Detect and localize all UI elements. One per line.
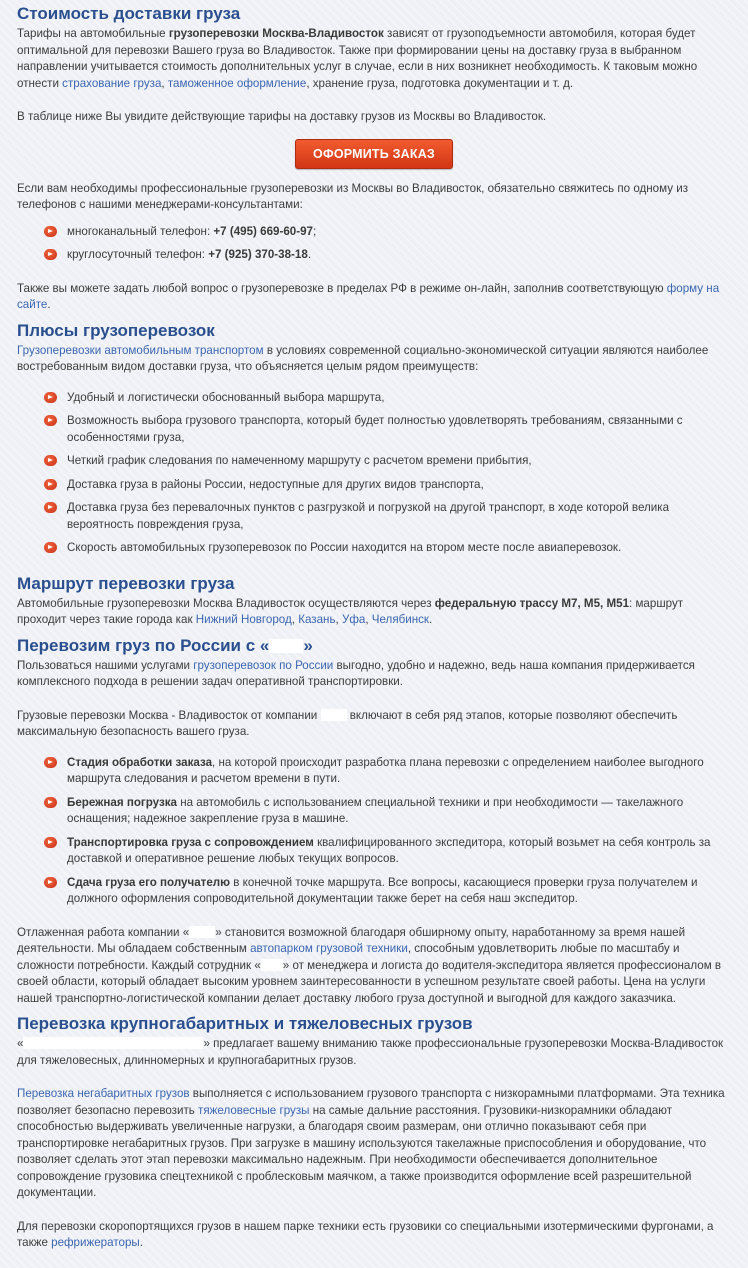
list-item-stage: Стадия обработки заказа, на которой происходит разработка плана перевозки с определением наиболее выгодного маршрута следования и расчетом времени в пути. (17, 755, 731, 788)
advantages-list (17, 390, 731, 557)
bullet-arrow-icon (44, 392, 57, 403)
redacted-company-name (189, 926, 215, 938)
link-truck-fleet[interactable]: автопарком грузовой техники (250, 942, 408, 955)
bold-highways: федеральную трассу М7, М5, М51 (434, 596, 630, 610)
link-heavy-cargo[interactable]: тяжеловесные грузы (198, 1103, 310, 1117)
paragraph-table-intro: В таблице ниже Вы увидите действующие тарифы на доставку грузов из Москвы во Владивосток. (17, 110, 547, 123)
phone-number[interactable]: +7 (925) 370-38-18 (208, 248, 308, 261)
list-item-advantage: Четкий график следования по намеченному маршруту с расчетом времени прибытия, (17, 453, 731, 470)
phone-list (17, 224, 731, 264)
paragraph-route: Автомобильные грузоперевозки Москва Владивосток осуществляются через федеральную трассу М7, М5, М51: маршрут проходит через такие города как Нижний Новгород, Казань, Уфа, Челябинск. (17, 596, 684, 626)
link-city-kazan[interactable]: Казань (298, 613, 336, 626)
bullet-arrow-icon (44, 479, 57, 490)
paragraph-advantages-intro: Грузоперевозки автомобильным транспортом в условиях современной социально-экономической ситуации являются наиболее востребованным видом доставки груза, что объясняется целым рядом преимуществ: (17, 343, 709, 373)
link-customs[interactable]: таможенное оформление (167, 76, 307, 90)
list-item-phone: многоканальный телефон: +7 (495) 669-60-97; (17, 224, 731, 241)
list-item-phone: круглосуточный телефон: +7 (925) 370-38-18. (17, 247, 731, 264)
bullet-arrow-icon (44, 837, 57, 848)
paragraph-oversized-intro: « » предлагает вашему вниманию также профессиональные грузоперевозки Москва-Владивосток для тяжеловесных, длинномерных и крупногабаритных грузов. (17, 1037, 724, 1067)
paragraph-contact: Если вам необходимы профессиональные грузоперевозки из Москвы во Владивосток, обязательно свяжитесь по одному из телефонов с нашими менеджерами-консультантами: (17, 181, 689, 211)
redacted-company-name (23, 1037, 203, 1049)
section-title-delivery-cost: Стоимость доставки груза (17, 4, 241, 23)
redacted-company-name (269, 639, 303, 653)
link-russia-transport[interactable]: грузоперевозок по России (193, 658, 334, 672)
link-city-chelyabinsk[interactable]: Челябинск (371, 613, 429, 626)
section-title-russia: Перевозим груз по России с « » (17, 635, 313, 655)
paragraph-company-work: Отлаженная работа компании « » становится возможной благодаря обширному опыту, наработанному за время нашей деятельности. Мы обладаем собственным автопарком грузовой техники, способным удовлетворить любые по масштабу и сложности потребности. Каждый сотрудник « » от менеджера и логиста до водителя-экспедитора является профессионалом в своей области, который обладает высоким уровнем заинтересованности в успешном результате своей работы. Цена на услуги нашей транспортно-логистической компании делает доставку любого груза доступной и выгодной для каждого заказчика. (17, 925, 722, 1005)
paragraph-perishable: Для перевозки скоропортящихся грузов в нашем парке техники есть грузовики со специальными изотермическими фургонами, а также рефрижераторы. (17, 1219, 714, 1249)
bullet-arrow-icon (44, 757, 57, 768)
paragraph-tariffs: Тарифы на автомобильные грузоперевозки Москва-Владивосток зависят от грузоподъемности автомобиля, которая будет оптимальной для перевозки Вашего груза во Владивосток. Также при формировании цены на доставку груза в выбранном направлении учитывается стоимость дополнительных услуг в случае, если в них возникнет необходимость. К таковым можно отнести страхование груза, таможенное оформление, хранение груза, подготовка документации и т. д. (17, 27, 698, 90)
list-item-stage: Сдача груза его получателю в конечной точке маршрута. Все вопросы, касающиеся проверки груза получателем и должного оформления сопроводительной документации также берет на себя наш экспедитор. (17, 875, 731, 908)
list-item-stage: Транспортировка груза с сопровождением квалифицированного экспедитора, который возьмет на себя контроль за доставкой и оперативное решение любых текущих вопросов. (17, 835, 731, 868)
bold-route: грузоперевозки Москва-Владивосток (168, 27, 384, 40)
bullet-arrow-icon (44, 877, 57, 888)
redacted-company-name (321, 709, 347, 721)
link-site-form[interactable]: форму на сайте (17, 281, 720, 311)
bullet-arrow-icon (44, 226, 57, 237)
link-refrigerators[interactable]: рефрижераторы (51, 1236, 140, 1249)
list-item-advantage: Доставка груза в районы России, недоступные для других видов транспорта, (17, 477, 731, 494)
list-item-advantage: Удобный и логистически обоснованный выбора маршрута, (17, 390, 731, 407)
link-city-nizhny[interactable]: Нижний Новгород (195, 613, 292, 626)
section-title-route: Маршрут перевозки груза (17, 573, 235, 593)
bullet-arrow-icon (44, 797, 57, 808)
paragraph-oversized-details: Перевозка негабаритных грузов выполняется с использованием грузового транспорта с низкорамными платформами. Эта техника позволяет безопасно перевозить тяжеловесные грузы на самые дальние расстояния. Грузовики-низкорамники обладают способностью выдерживать увеличенные нагрузки, а благодаря своим размерам, они отлично показывают себя при транспортировке негабаритных грузов. При загрузке в машину используются такелажные приспособления и оборудование, что позволяет сделать этот этап перевозки максимально надежным. При необходимости обеспечивается дополнительное сопровождение грузовика спецтехникой с проблесковым маячком, а также производится оформление всей разрешительной документации. (17, 1087, 725, 1199)
bullet-arrow-icon (44, 542, 57, 553)
stages-list (17, 755, 731, 908)
section-title-advantages: Плюсы грузоперевозок (17, 320, 215, 340)
bullet-arrow-icon (44, 455, 57, 466)
redacted-company-name (261, 959, 283, 971)
list-item-advantage: Возможность выбора грузового транспорта, который будет полностью удовлетворять требованиям, связанными с особенностями груза, (17, 413, 731, 446)
order-button-row (17, 139, 731, 169)
link-city-ufa[interactable]: Уфа (341, 613, 366, 626)
list-item-stage: Бережная погрузка на автомобиль с использованием специальной техники и при необходимости — такелажного оснащения; надежное закрепление груза в машине. (17, 795, 731, 828)
bullet-arrow-icon (44, 415, 57, 426)
link-cargo-insurance[interactable]: страхование груза (62, 76, 162, 90)
link-oversized-cargo[interactable]: Перевозка негабаритных грузов (17, 1087, 190, 1100)
paragraph-our-services: Пользоваться нашими услугами грузоперевозок по России выгодно, удобно и надежно, ведь наша компания придерживается комплексного подхода в решении задач оперативной транспортировки. (17, 658, 695, 688)
link-road-transport[interactable]: Грузоперевозки автомобильным транспортом (17, 343, 264, 357)
paragraph-online-form: Также вы можете задать любой вопрос о грузоперевозке в пределах РФ в режиме он-лайн, заполнив соответствующую форму на сайте. (17, 281, 720, 311)
phone-number[interactable]: +7 (495) 669-60-97 (213, 224, 313, 238)
bullet-arrow-icon (44, 502, 57, 513)
paragraph-stages-intro: Грузовые перевозки Москва - Владивосток от компании включают в себя ряд этапов, которые позволяют обеспечить максимальную безопасность вашего груза. (17, 708, 678, 738)
bullet-arrow-icon (44, 249, 57, 260)
order-button[interactable]: ОФОРМИТЬ ЗАКАЗ (295, 139, 453, 169)
section-title-oversized: Перевозка крупногабаритных и тяжеловесных грузов (17, 1014, 473, 1033)
list-item-advantage: Скорость автомобильных грузоперевозок по России находится на втором месте после авиаперевозок. (17, 540, 731, 557)
list-item-advantage: Доставка груза без перевалочных пунктов с разгрузкой и погрузкой на другой транспорт, в ходе которой велика вероятность повреждения груза, (17, 500, 731, 533)
